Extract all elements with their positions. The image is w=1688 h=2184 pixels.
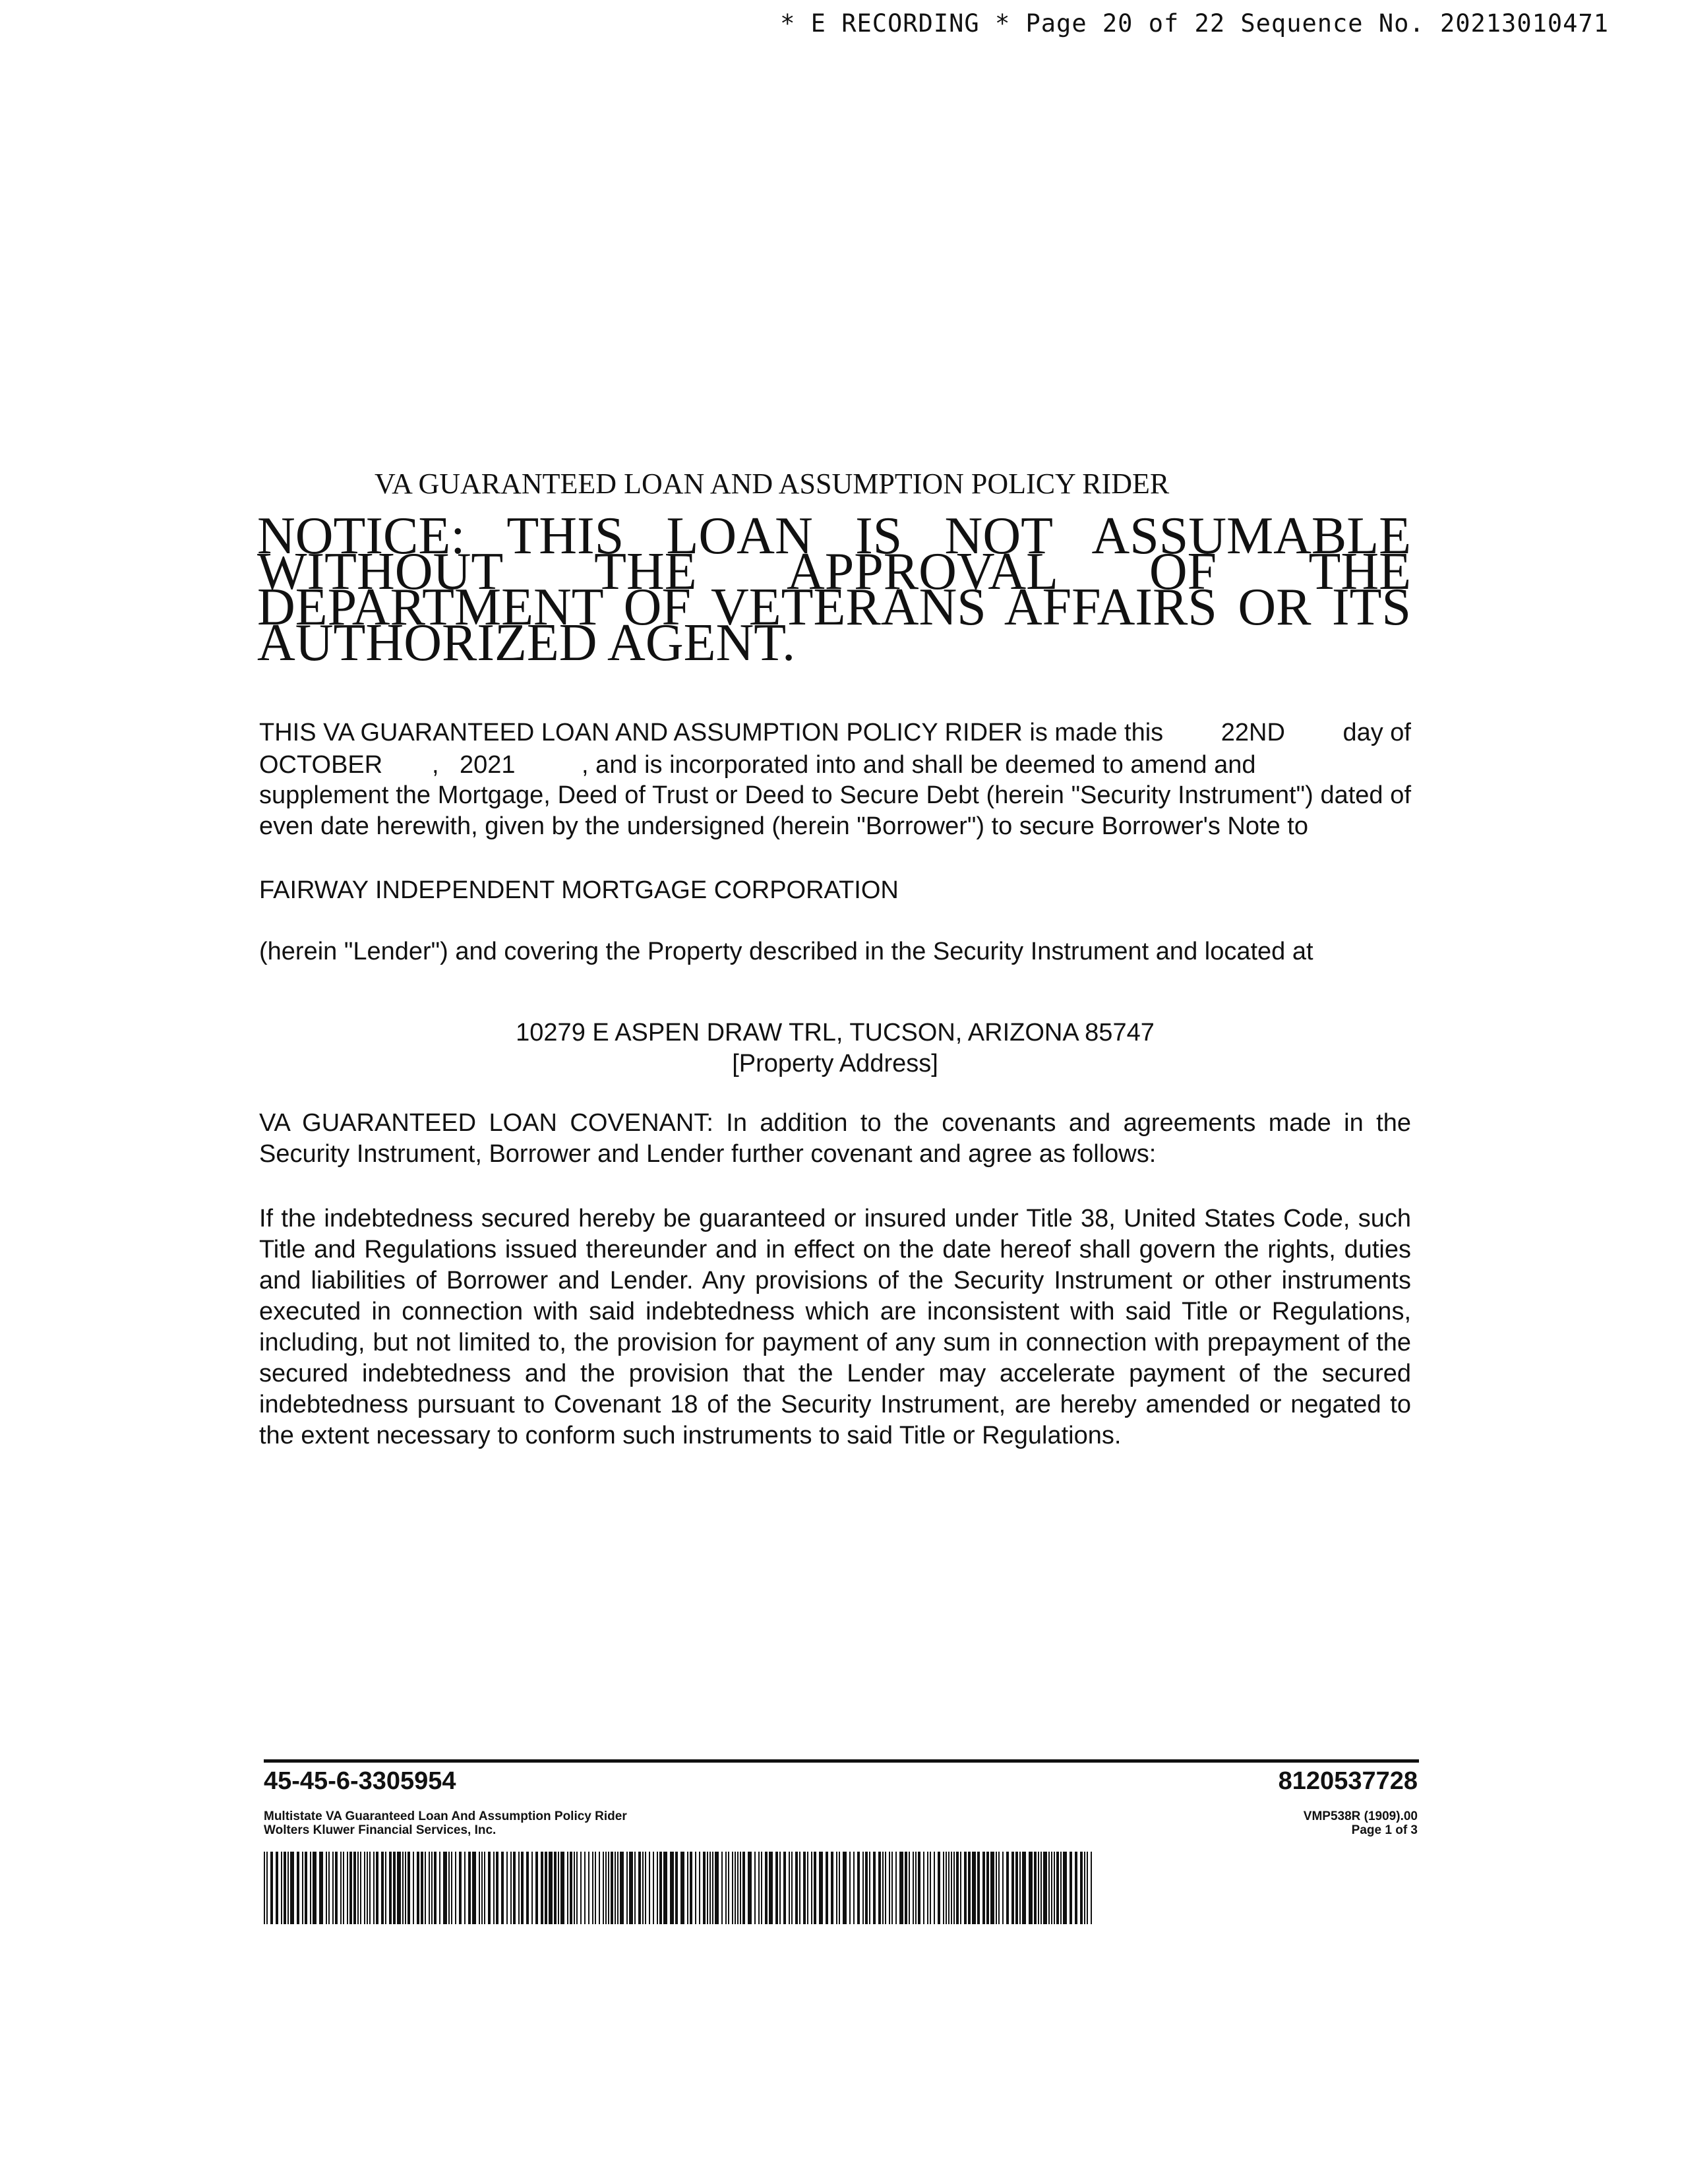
footer-form-title: Multistate VA Guaranteed Loan And Assumption Policy Rider [264, 1809, 627, 1823]
intro-line2-rest: , and is incorporated into and shall be deemed to amend and [582, 751, 1256, 779]
intro-line-2 [259, 750, 1411, 781]
document-title: VA GUARANTEED LOAN AND ASSUMPTION POLICY RIDER [375, 468, 1170, 500]
intro-day-of: day of [1342, 719, 1411, 746]
barcode-image [264, 1852, 1095, 1924]
property-address: 10279 E ASPEN DRAW TRL, TUCSON, ARIZONA 85747 [516, 1019, 1155, 1046]
property-address-label: [Property Address] [732, 1050, 938, 1077]
intro-line-1 [259, 717, 1411, 748]
lender-name: FAIRWAY INDEPENDENT MORTGAGE CORPORATION [259, 876, 899, 904]
intro-paragraph: supplement the Mortgage, Deed of Trust or Deed to Secure Debt (herein "Security Instrument") dated of even date herewith, given by the undersigned (herein "Borrower") to secure Borrower's Note to [259, 781, 1411, 840]
covenant-paragraph: If the indebtedness secured hereby be guaranteed or insured under Title 38, United States Code, such Title and Regulations issued thereunder and in effect on the date hereof shall govern the rights, duties and liabilities of Borrower and Lender. Any provisions of the Security Instrument or other instruments executed in connection with said indebtedness which are inconsistent with said Title or Regulations, including, but not limited to, the provision for payment of any sum in connection with prepayment of the secured indebtedness and the provision that the Lender may accelerate payment of the secured indebtedness pursuant to Covenant 18 of the Security Instrument, are hereby amended or negated to the extent necessary to conform such instruments to said Title or Regulations. [259, 1205, 1411, 1449]
property-address-block [259, 1017, 1411, 1079]
footer-publisher: Wolters Kluwer Financial Services, Inc. [264, 1823, 497, 1837]
assumption-notice: NOTICE: THIS LOAN IS NOT ASSUMABLE WITHOUT THE APPROVAL OF THE DEPARTMENT OF VETERANS AFFAIRS OR ITS AUTHORIZED AGENT. [257, 507, 1411, 672]
intro-day: 22ND [1221, 719, 1285, 746]
intro-month: OCTOBER [259, 751, 383, 779]
intro-year-comma: , [432, 751, 439, 779]
footer-page-info [1304, 1809, 1418, 1837]
footer-divider [264, 1759, 1419, 1763]
footer-form-info [264, 1809, 627, 1837]
footer-form-code: VMP538R (1909).00 [1303, 1809, 1418, 1823]
form-number: 45-45-6-3305954 [264, 1767, 456, 1795]
lender-property-paragraph: (herein "Lender") and covering the Property described in the Security Instrument and located at [259, 938, 1313, 965]
loan-number: 8120537728 [1278, 1767, 1418, 1795]
recording-stamp: * E RECORDING * Page 20 of 22 Sequence No. 20213010471 [780, 9, 1609, 38]
intro-lead: THIS VA GUARANTEED LOAN AND ASSUMPTION POLICY RIDER is made this [259, 719, 1164, 746]
intro-year: 2021 [460, 751, 516, 779]
footer-page-label: Page 1 of 3 [1351, 1823, 1418, 1837]
covenant-intro: VA GUARANTEED LOAN COVENANT: In addition to the covenants and agreements made in the Security Instrument, Borrower and Lender further covenant and agree as follows: [259, 1109, 1411, 1168]
